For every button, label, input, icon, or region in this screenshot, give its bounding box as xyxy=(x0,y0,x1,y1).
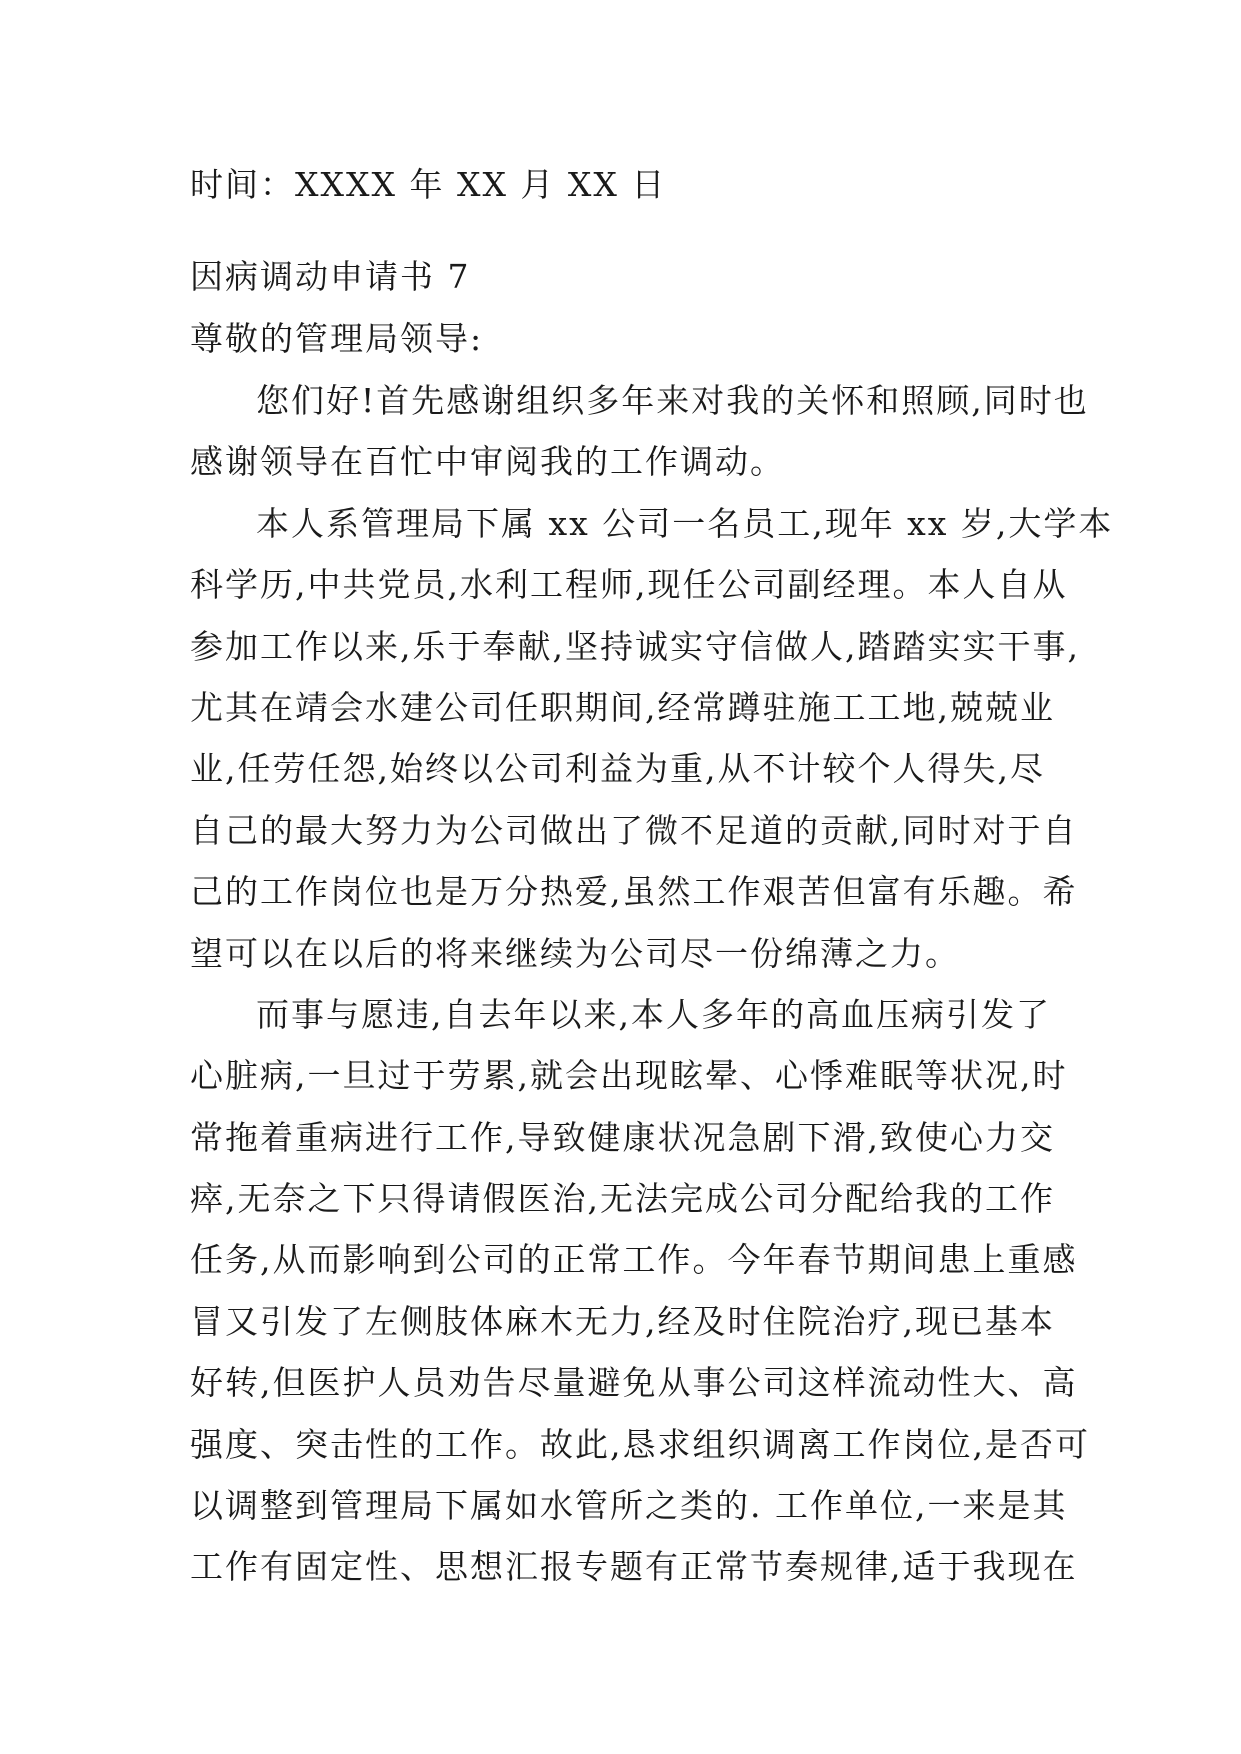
body-line: 任务,从而影响到公司的正常工作。今年春节期间患上重感 xyxy=(190,1240,1078,1280)
body-line: 望可以在以后的将来继续为公司尽一份绵薄之力。 xyxy=(190,933,960,973)
body-line: 您们好!首先感谢组织多年来对我的关怀和照顾,同时也 xyxy=(256,381,1089,420)
body-line: 己的工作岗位也是万分热爱,虽然工作艰苦但富有乐趣。希 xyxy=(190,872,1078,912)
body-line: 以调整到管理局下属如水管所之类的. 工作单位,一来是其 xyxy=(190,1486,1068,1526)
body-text xyxy=(190,370,1114,1598)
body-line: 业,任劳任怨,始终以公司利益为重,从不计较个人得失,尽 xyxy=(190,749,1045,789)
body-line: 常拖着重病进行工作,导致健康状况急剧下滑,致使心力交 xyxy=(190,1117,1055,1157)
body-line: 自己的最大努力为公司做出了微不足道的贡献,同时对于自 xyxy=(190,810,1078,850)
body-line: 工作有固定性、思想汇报专题有正常节奏规律,适于我现在 xyxy=(190,1547,1078,1587)
body-line: 参加工作以来,乐于奉献,坚持诚实守信做人,踏踏实实干事, xyxy=(190,626,1080,666)
body-line: 强度、突击性的工作。故此,恳求组织调离工作岗位,是否可 xyxy=(190,1424,1090,1464)
body-line: 科学历,中共党员,水利工程师,现任公司副经理。本人自从 xyxy=(190,565,1068,605)
body-line: 尤其在靖会水建公司任职期间,经常蹲驻施工工地,兢兢业 xyxy=(190,687,1055,727)
body-line: 而事与愿违,自去年以来,本人多年的高血压病引发了 xyxy=(256,994,1051,1034)
body-line: 瘁,无奈之下只得请假医治,无法完成公司分配给我的工作 xyxy=(190,1179,1055,1219)
body-line: 本人系管理局下属 xx 公司一名员工,现年 xx 岁,大学本 xyxy=(256,503,1114,543)
body-line: 好转,但医护人员劝告尽量避免从事公司这样流动性大、高 xyxy=(190,1363,1078,1403)
date-line-block xyxy=(190,154,1050,216)
document-title: 因病调动申请书 7 xyxy=(190,257,471,296)
date-line: 时间：XXXX 年 XX 月 XX 日 xyxy=(190,165,667,204)
body-line: 感谢领导在百忙中审阅我的工作调动。 xyxy=(190,442,785,482)
heading-block xyxy=(190,246,1050,370)
body-line: 心脏病,一旦过于劳累,就会出现眩晕、心悸难眠等状况,时 xyxy=(190,1056,1068,1096)
salutation: 尊敬的管理局领导: xyxy=(190,319,484,358)
body-line: 冒又引发了左侧肢体麻木无力,经及时住院治疗,现已基本 xyxy=(190,1301,1055,1341)
